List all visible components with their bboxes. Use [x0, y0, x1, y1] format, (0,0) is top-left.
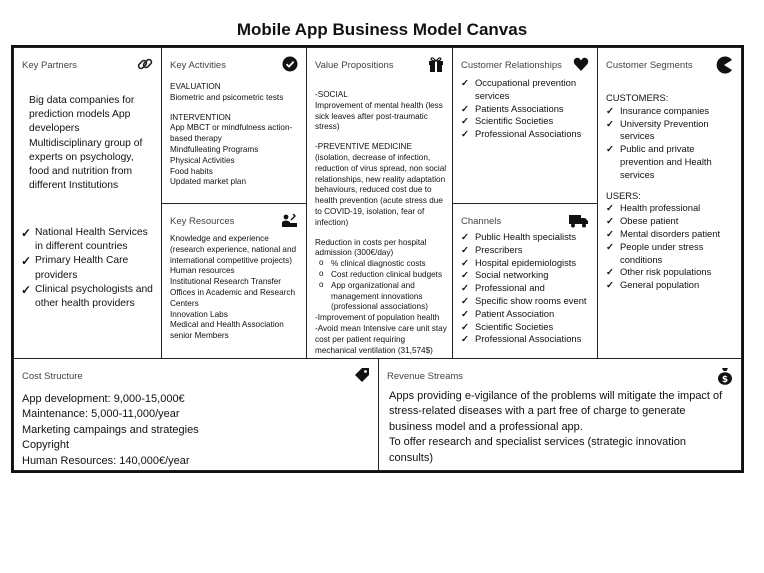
activity-line: App MBCT or mindfulness action-based therapy — [170, 123, 293, 144]
list-item: ✓ Insurance companies — [606, 105, 737, 118]
revenue-line: Apps providing e-vigilance of the problems will mitigate the impact of stress-related diseases with a part free of charge to generate business model and a professional app. — [389, 390, 723, 433]
key-resources-content — [170, 234, 302, 342]
list-item: ✓ Health professional — [606, 202, 737, 215]
revenue-streams-block — [378, 358, 742, 471]
list-item: ✓ Specific show rooms event — [461, 295, 593, 308]
value-propositions-content — [315, 90, 448, 356]
list-item: ✓ Obese patient — [606, 215, 737, 228]
cost-structure-content — [22, 392, 374, 469]
customer-relationships-list — [461, 77, 593, 141]
customer-relationships-header: Customer Relationships — [461, 60, 562, 71]
resource-line: Medical and Health Association senior Members — [170, 320, 284, 341]
key-partners-paragraph: Big data companies for prediction models App developers Multidisciplinary group of experts on psychology, food and nutrition from different Institutions — [29, 95, 143, 192]
list-item: ✓ People under stress conditions — [606, 241, 737, 267]
users-list — [606, 202, 737, 292]
resource-line: Human resources — [170, 266, 235, 276]
value-propositions-header: Value Propositions — [315, 60, 394, 71]
channels-header: Channels — [461, 216, 502, 227]
list-item: ✓ Scientific Societies — [461, 115, 593, 128]
key-activities-header: Key Activities — [170, 60, 226, 71]
worker-icon — [280, 212, 298, 228]
list-item: ✓ National Health Services in different countries — [21, 226, 157, 254]
resource-line: Innovation Labs — [170, 309, 228, 319]
list-item: ✓ Patient Association — [461, 308, 593, 321]
key-partners-header: Key Partners — [22, 60, 77, 71]
spacer — [315, 229, 448, 238]
customers-list — [606, 105, 737, 182]
list-item: ✓ Public Health specialists — [461, 231, 593, 244]
cost-line: Maintenance: 5,000-11,000/year — [22, 408, 180, 421]
vp-reduction-text: Reduction in costs per hospital admission (300€/day) — [315, 237, 427, 258]
spacer — [170, 104, 302, 113]
revenue-streams-header: Revenue Streams — [387, 371, 464, 382]
list-item: ✓ Mental disorders patient — [606, 228, 737, 241]
list-item: ✓ General population — [606, 279, 737, 292]
list-item: ✓ Hospital epidemiologists — [461, 257, 593, 270]
vp-social-text: Improvement of mental health (less sick leaves after post-traumatic stress) — [315, 100, 443, 132]
users-title: USERS: — [606, 189, 641, 201]
list-item: ✓ Primary Health Care providers — [21, 254, 157, 282]
activity-line: Biometric and psicometric tests — [170, 92, 284, 102]
activity-line: Food habits — [170, 166, 213, 176]
cost-structure-block — [13, 358, 379, 471]
list-item: ✓ Professional Associations — [461, 333, 593, 346]
activity-line: INTERVENTION — [170, 112, 231, 122]
channels-list — [461, 231, 593, 346]
customer-segments-header: Customer Segments — [606, 60, 693, 71]
list-item: ✓ Scientific Societies — [461, 321, 593, 334]
vp-tail-1: -Improvement of population health — [315, 313, 440, 323]
cost-line: Marketing campaings and strategies — [22, 423, 199, 436]
link-icon — [137, 56, 153, 72]
activity-line: EVALUATION — [170, 82, 221, 91]
truck-icon — [569, 212, 589, 228]
canvas-title: Mobile App Business Model Canvas — [236, 20, 528, 39]
spacer — [315, 133, 448, 142]
channels-block — [452, 203, 598, 359]
activity-line: Mindfulleating Programs — [170, 144, 259, 154]
spacer — [606, 182, 737, 190]
key-activities-block — [161, 47, 307, 204]
cost-line: Copyright — [22, 439, 70, 452]
money-bag-icon — [717, 367, 733, 385]
vp-preventive-text: (isolation, decrease of infection, reduction of virus spread, non social relationships, new reality adaptation behaviours, reduced cost due to health prevention (acute stress due to COVID-19, isolation, fear of infection) — [315, 152, 447, 227]
resource-line: Institutional Research Transfer Offices in Academic and Research Centers — [170, 277, 295, 308]
list-item: o App organizational and management innovations (professional associations) — [315, 281, 448, 313]
vp-tail-2: -Avoid mean Intensive care unit stay cost per patient requiring mechanical ventilation (31,574$) — [315, 323, 447, 355]
revenue-streams-content — [389, 389, 731, 466]
resource-line: Knowledge and experience (research experience, national and international competitive projects) — [170, 234, 297, 265]
list-item: ✓ Clinical psychologists and other health providers — [21, 283, 157, 311]
list-item: ✓ Prescribers — [461, 244, 593, 257]
svg-text:$: $ — [721, 375, 729, 385]
customer-segments-content — [606, 92, 737, 292]
list-item: o % clinical diagnostic costs — [315, 259, 448, 270]
vp-preventive-title: -PREVENTIVE MEDICINE — [315, 142, 412, 152]
gift-icon — [428, 56, 444, 72]
tag-icon — [354, 367, 370, 383]
pacman-icon — [715, 56, 733, 74]
customer-relationships-block — [452, 47, 598, 204]
list-item: ✓ Professional and — [461, 282, 593, 295]
vp-bullet-list — [315, 259, 448, 313]
heart-icon — [573, 56, 589, 72]
list-item: ✓ Public and private prevention and Health services — [606, 143, 737, 181]
list-item: ✓ Patients Associations — [461, 103, 593, 116]
cost-line: App development: 9,000-15,000€ — [22, 393, 185, 405]
activity-line: Physical Activities — [170, 155, 235, 165]
activity-line: Updated market plan — [170, 177, 247, 187]
list-item: ✓ Professional Associations — [461, 128, 593, 141]
list-item: ✓ Other risk populations — [606, 266, 737, 279]
value-propositions-block — [306, 47, 453, 359]
cost-line: Human Resources: 140,000€/year — [22, 454, 190, 467]
customer-segments-block — [597, 47, 742, 359]
business-model-canvas — [11, 45, 744, 473]
key-partners-list — [21, 226, 157, 311]
key-activities-content — [170, 82, 302, 188]
cost-structure-header: Cost Structure — [22, 371, 83, 382]
revenue-line: To offer research and specialist services (strategic innovation consults) — [389, 436, 686, 464]
list-item: ✓ University Prevention services — [606, 118, 737, 144]
key-resources-block — [161, 203, 307, 359]
list-item: ✓ Social networking — [461, 269, 593, 282]
key-partners-block — [13, 47, 162, 359]
list-item: ✓ Occupational prevention services — [461, 77, 593, 103]
customers-title: CUSTOMERS: — [606, 92, 669, 103]
key-resources-header: Key Resources — [170, 216, 235, 227]
list-item: o Cost reduction clinical budgets — [315, 270, 448, 281]
vp-social-title: -SOCIAL — [315, 90, 348, 99]
check-circle-icon — [282, 56, 298, 72]
